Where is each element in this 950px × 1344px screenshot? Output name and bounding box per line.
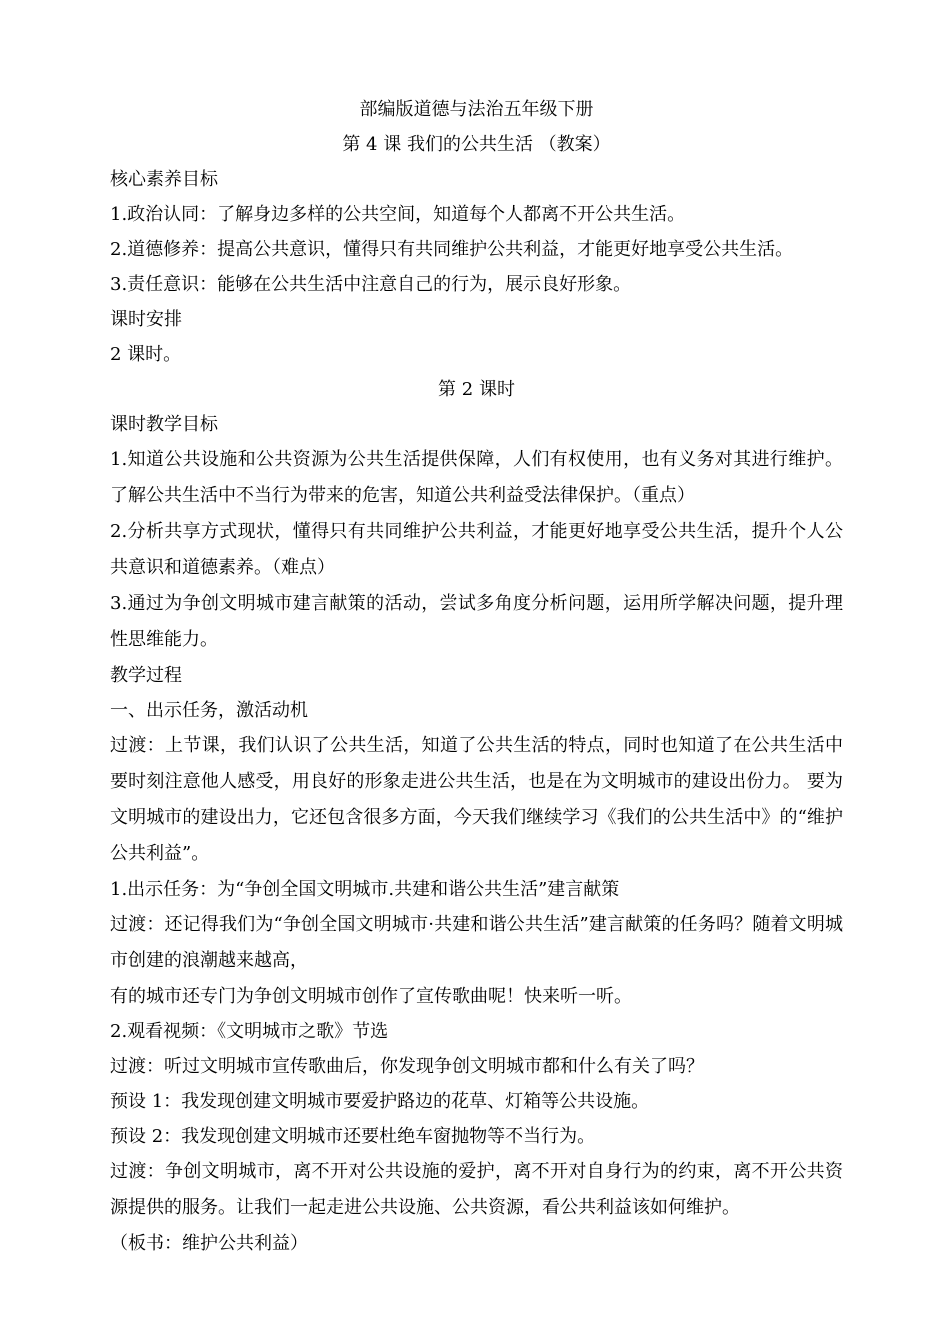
core-heading: 核心素养目标 [110,169,218,190]
schedule-text: 2 课时。 [110,344,182,365]
transition-paragraph-2-continued: 有的城市还专门为争创文明城市创作了宣传歌曲呢！快来听一听。 [110,986,632,1007]
objectives-heading: 课时教学目标 [110,414,218,435]
transition-paragraph-3: 过渡：听过文明城市宣传歌曲后，你发现争创文明城市都和什么有关了吗？ [110,1056,704,1077]
task-one: 1.出示任务：为“争创全国文明城市.共建和谐公共生活”建言献策 [110,879,620,900]
preset-answer-2: 预设 2：我发现创建文明城市还要杜绝车窗抛物等不当行为。 [110,1126,596,1147]
core-item-2: 2.道德修养：提高公共意识，懂得只有共同维护公共利益，才能更好地享受公共生活。 [110,239,794,260]
objective-2: 2.分析共享方式现状，懂得只有共同维护公共利益，才能更好地享受公共生活，提升个人公共意识和道德素养。（难点） [110,521,843,578]
board-note: （板书：维护公共利益） [110,1233,308,1254]
lesson-title: 第 2 课时 [438,379,515,400]
task-two: 2.观看视频：《文明城市之歌》节选 [110,1021,389,1042]
objective-1: 1.知道公共设施和公共资源为公共生活提供保障，人们有权使用，也有义务对其进行维护。了解公共生活中不当行为带来的危害，知道公共利益受法律保护。（重点） [110,449,843,506]
core-item-1: 1.政治认同：了解身边多样的公共空间，知道每个人都离不开公共生活。 [110,204,686,225]
document-title: 部编版道德与法治五年级下册 [359,99,594,120]
process-heading: 教学过程 [110,665,182,686]
transition-paragraph-2: 过渡：还记得我们为“争创全国文明城市·共建和谐公共生活”建言献策的任务吗？随着文明城市创建的浪潮越来越高， [110,914,843,971]
transition-paragraph-1: 过渡：上节课，我们认识了公共生活，知道了公共生活的特点，同时也知道了在公共生活中要时刻注意他人感受，用良好的形象走进公共生活，也是在为文明城市的建设出份力。 要为文明城市的建设出力，它还包含很多方面，今天我们继续学习《我们的公共生活中》的“维护公共利益”。 [110,735,843,864]
transition-paragraph-4: 过渡：争创文明城市，离不开对公共设施的爱护，离不开对自身行为的约束，离不开公共资源提供的服务。让我们一起走进公共设施、公共资源，看公共利益该如何维护。 [110,1161,843,1218]
objective-3: 3.通过为争创文明城市建言献策的活动，尝试多角度分析问题，运用所学解决问题，提升理性思维能力。 [110,593,843,650]
core-item-3: 3.责任意识：能够在公共生活中注意自己的行为，展示良好形象。 [110,274,632,295]
preset-answer-1: 预设 1：我发现创建文明城市要爱护路边的花草、灯箱等公共设施。 [110,1091,650,1112]
document-content [110,92,843,1261]
schedule-heading: 课时安排 [110,309,182,330]
section-one-heading: 一、出示任务，激活动机 [110,700,308,721]
lesson-subtitle: 第 4 课 我们的公共生活 （教案） [342,134,611,155]
